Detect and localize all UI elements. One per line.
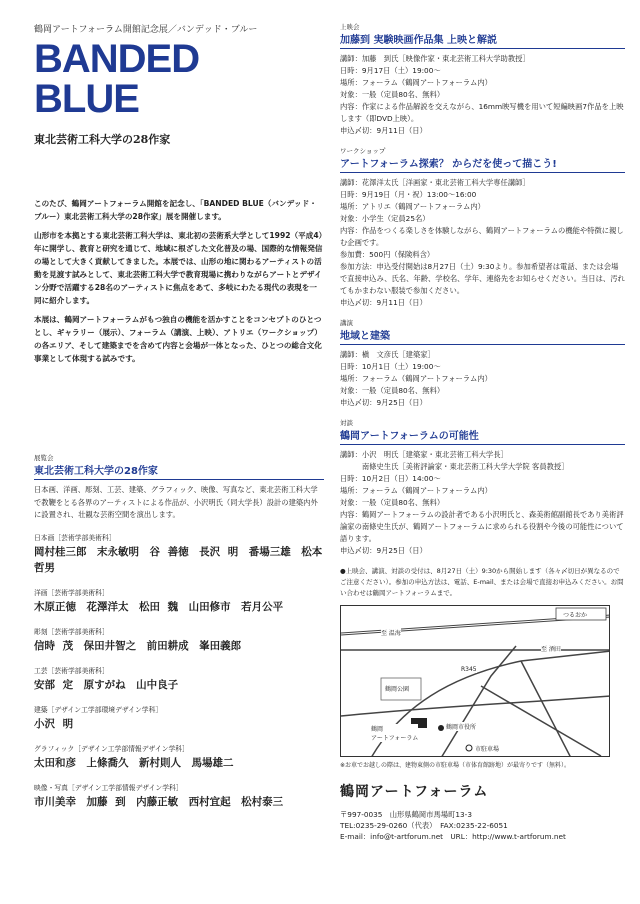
department-label: 彫刻［芸術学部美術科］ bbox=[34, 627, 109, 636]
intro-text bbox=[34, 197, 324, 365]
event-line: 講師：加藤 到氏［映像作家・東北芸術工科大学助教授］ bbox=[340, 54, 530, 63]
email-url: E-mail：info@t-artforum.net URL：http://www.t-artforum.net bbox=[340, 832, 566, 841]
access-map bbox=[340, 605, 610, 757]
registration-note: ●上映会、講演、対談の受付は、8月27日（土）9:30から開始します（各々〆切日が異なるのでご注意ください）。参加の申込方法は、電話、E-mail、または会場で直接お申込みください。お問い合わせは鶴岡アートフォーラムまで。 bbox=[340, 567, 624, 597]
subtitle: 東北芸術工科大学の28作家 bbox=[34, 133, 171, 146]
map-label-cityhall: 鶴岡市役所 bbox=[446, 724, 477, 731]
map-label-sakata: 至 酒田 bbox=[541, 646, 561, 653]
address: 〒997-0035 山形県鶴岡市馬場町13-3 bbox=[340, 810, 472, 819]
artist-names: 小沢 明 bbox=[34, 717, 74, 730]
department-block bbox=[34, 704, 324, 732]
event-line: 対象：一般（定員80名、無料） bbox=[340, 498, 445, 507]
event-dialogue bbox=[340, 418, 625, 557]
event-line: 日時：10月1日（土）19:00〜 bbox=[340, 362, 441, 371]
event-screening bbox=[340, 22, 625, 137]
intro-paragraph: 山形市を本拠とする東北芸術工科大学は、東北初の芸術系大学として1992（平成4）年に開学し、教育と研究を通じて、地域に根ざした文化普及の場、国際的な情報発信の場として大きく貢献してきました。本展では、山形の地に関わるアーティストの活動を見渡す試みとして、東北芸術工科大学で教育現場に携わりながらアートとデザイン分野で活躍する28名のアーティストに焦点をあて、多岐にわたる現代の表現を一同に紹介します。 bbox=[34, 231, 323, 305]
event-line: 内容：作品をつくる楽しさを体験しながら、鶴岡アートフォーラムの機能や特徴に親しむ企画です。 bbox=[340, 226, 624, 247]
event-line: 申込〆切：9月25日（日） bbox=[340, 546, 427, 555]
main-title-line2: BLUE bbox=[34, 77, 139, 121]
event-kicker: 上映会 bbox=[340, 23, 360, 31]
map-label-tsuruoka: つるおか bbox=[563, 612, 588, 619]
event-line: 講師：槇 文彦氏［建築家］ bbox=[340, 350, 435, 359]
left-column bbox=[34, 22, 324, 821]
main-title-line1: BANDED bbox=[34, 37, 200, 81]
department-label: 建築［デザイン工学部環境デザイン学科］ bbox=[34, 705, 163, 714]
map-label-park: 鶴岡公園 bbox=[385, 686, 410, 693]
event-line: 場所：フォーラム（鶴岡アートフォーラム内） bbox=[340, 486, 492, 495]
event-kicker: 講演 bbox=[340, 319, 353, 327]
series-title: 鶴岡アートフォーラム開館記念展／バンデッド・ブルー bbox=[34, 25, 258, 35]
department-block bbox=[34, 665, 324, 693]
phone-fax: TEL:0235-29-0260（代表） FAX:0235-22-6051 bbox=[340, 821, 508, 830]
department-label: 日本画［芸術学部美術科］ bbox=[34, 533, 116, 542]
map-label-atsumi: 至 温海 bbox=[381, 630, 401, 637]
event-line: 対象：一般（定員80名、無料） bbox=[340, 90, 445, 99]
artist-names: 信時 茂 保田井智之 前田耕成 峯田義郎 bbox=[34, 639, 242, 652]
event-line: 申込〆切：9月11日（日） bbox=[340, 126, 427, 135]
department-block bbox=[34, 743, 324, 771]
right-column bbox=[340, 22, 625, 842]
event-line: 場所：フォーラム（鶴岡アートフォーラム内） bbox=[340, 374, 492, 383]
event-title: 加藤到 実験映画作品集 上映と解説 bbox=[340, 31, 625, 49]
event-line: 講師：小沢 明氏［建築家・東北芸術工科大学長］ bbox=[340, 450, 508, 459]
event-line: 参加費：500円（保険料含） bbox=[340, 250, 435, 259]
artist-names: 太田和彦 上條喬久 新村則人 馬場雄二 bbox=[34, 756, 234, 769]
map-label-forum: 鶴岡 アートフォーラム bbox=[371, 726, 419, 742]
map-label-route: R345 bbox=[461, 666, 477, 673]
event-workshop bbox=[340, 146, 625, 309]
department-block bbox=[34, 587, 324, 615]
exhibition-kicker: 展覧会 bbox=[34, 454, 54, 462]
event-line: 日時：10月2日（日）14:00〜 bbox=[340, 474, 441, 483]
event-title: 地域と建築 bbox=[340, 327, 625, 345]
event-line: 日時：9月17日（土）19:00〜 bbox=[340, 66, 441, 75]
event-line: 申込〆切：9月25日（日） bbox=[340, 398, 427, 407]
event-kicker: ワークショップ bbox=[340, 147, 386, 155]
department-block bbox=[34, 532, 324, 576]
department-block bbox=[34, 626, 324, 654]
artist-names: 木原正徳 花澤洋太 松田 魏 山田修市 若月公平 bbox=[34, 600, 284, 613]
event-line: 講師：花澤洋太氏［洋画家・東北芸術工科大学専任講師］ bbox=[340, 178, 530, 187]
event-line: 対象：一般（定員80名、無料） bbox=[340, 386, 445, 395]
exhibition-title: 東北芸術工科大学の28作家 bbox=[34, 462, 324, 480]
event-line: 日時：9月19日（月・祝）13:00〜16:00 bbox=[340, 190, 477, 199]
department-label: 映像・写真［デザイン工学部情報デザイン学科］ bbox=[34, 783, 183, 792]
event-title: 鶴岡アートフォーラムの可能性 bbox=[340, 427, 625, 445]
artist-names: 岡村桂三郎 末永敏明 谷 善徳 長沢 明 番場三雄 松本哲男 bbox=[34, 545, 323, 574]
event-lecture bbox=[340, 318, 625, 409]
contact-info bbox=[340, 809, 625, 842]
department-label: 洋画［芸術学部美術科］ bbox=[34, 588, 109, 597]
intro-paragraph: このたび、鶴岡アートフォーラム開館を記念し、「BANDED BLUE（バンデッド・ブルー）東北芸術工科大学の28作家」展を開催します。 bbox=[34, 199, 317, 221]
exhibition-description: 日本画、洋画、彫刻、工芸、建築、グラフィック、映像、写真など、東北芸術工科大学で教鞭をとる各界のアーティストによる作品が、小沢明氏（同大学長）設計の建築内外に設置され、壮観な芸術空間を演出します。 bbox=[34, 485, 318, 519]
event-line: 南條史生氏［美術評論家・東北芸術工科大学大学院 客員教授］ bbox=[340, 462, 569, 471]
map-label-parking: 市駐車場 bbox=[475, 746, 500, 753]
intro-paragraph: 本展は、鶴岡アートフォーラムがもつ独自の機能を活かすことをコンセプトのひとつとし、ギャラリー（展示）、フォーラム（講演、上映）、アトリエ（ワークショップ）の各エリア、そして建築までを含めて内容と会場が一体となった、ひとつの総合文化事業として体現する試みです。 bbox=[34, 315, 322, 363]
event-line: 内容：鶴岡アートフォーラムの設計者である小沢明氏と、森美術館副館長であり美術評論家の南條史生氏が、鶴岡アートフォーラムに求められる役割や今後の可能性について語ります。 bbox=[340, 510, 624, 543]
event-line: 場所：アトリエ（鶴岡アートフォーラム内） bbox=[340, 202, 485, 211]
artist-names: 市川美幸 加藤 到 内藤正敏 西村宜起 松村泰三 bbox=[34, 795, 284, 808]
forum-logo: 鶴岡アートフォーラム bbox=[340, 784, 489, 800]
event-line: 申込〆切：9月11日（日） bbox=[340, 298, 427, 307]
department-block bbox=[34, 782, 324, 810]
event-line: 参加方法：申込受付開始は8月27日（土）9:30より。参加希望者は電話、または会場で直接申込み、氏名、年齢、学校名、学年、連絡先をお知らせください。当日は、汚れてもかまわない服装で参加ください。 bbox=[340, 262, 625, 295]
artist-names: 安部 定 原すがね 山中良子 bbox=[34, 678, 179, 691]
event-line: 場所：フォーラム（鶴岡アートフォーラム内） bbox=[340, 78, 492, 87]
department-label: グラフィック［デザイン工学部情報デザイン学科］ bbox=[34, 744, 189, 753]
event-line: 対象：小学生（定員25名） bbox=[340, 214, 430, 223]
event-line: 内容：作家による作品解説を交えながら、16mm映写機を用いて短編映画7作品を上映します（即DVD上映）。 bbox=[340, 102, 624, 123]
department-label: 工芸［芸術学部美術科］ bbox=[34, 666, 109, 675]
map-note: ※お車でお越しの際は、建物東側の市駐車場（市体育館跡地）が最寄りです（無料）。 bbox=[340, 762, 571, 769]
event-title: アートフォーラム探索？ からだを使って描こう! bbox=[340, 155, 625, 173]
event-kicker: 対談 bbox=[340, 419, 353, 427]
